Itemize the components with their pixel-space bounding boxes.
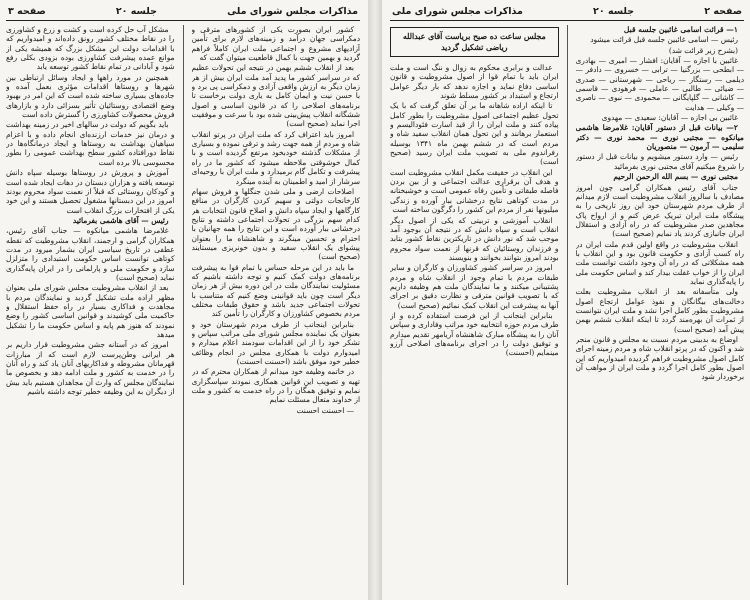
right-header-session: جلسه ۲۰ bbox=[593, 6, 635, 17]
section-title: ۱— قرائت اسامی غائبین جلسه قبل bbox=[623, 25, 738, 34]
paragraph: رئیس — وارد دستور میشویم و بیانات قبل از دستور را شروع میکنیم آقای مجتبی نوری بفرمائید bbox=[575, 152, 744, 171]
right-page-header bbox=[390, 4, 744, 21]
paragraph: امروز باید اعتراف کرد که ملت ایران در پرتو انقلاب شاه و مردم از همه جهت رشد و ترقی نموده و بسیاری از مشکلات گذشته خودبخود مرتفع گردیده است و با کمال خوشوقتی ملاحظه میشود که کشور ما در راه پیشرفت و تکامل گام برمیدارد و ملت ایران با روحیه‌ای سرشار از امید و اطمینان به آینده مینگرد bbox=[191, 129, 360, 186]
left-page bbox=[0, 0, 368, 600]
paragraph: کشور ایران بصورت یکی از کشورهای مترقی و دمکراسی جهان درآمد و زمینه‌های لازم برای تأمین آزادیهای مشروع و اجتماعی ملت ایران کاملاً فراهم گردید و بهمین جهت با کمال قاطعیت میتوان گفت که bbox=[191, 25, 360, 63]
right-page bbox=[382, 0, 750, 600]
paragraph: رئیس — اسامی غائبین جلسه قبل قرائت میشود bbox=[590, 35, 738, 45]
paragraph: بنابراین اینجانب از طرف مردم شهرستان خود و بعنوان یک نماینده مجلس شورای ملی مراتب سپاس و تشکر خود را از این اقدامات سودمند اعلام میدارم و امیدوارم دولت با همکاری مجلس در انجام وظائف خطیر خود موفق باشد (احسنت احسنت) bbox=[191, 319, 360, 367]
speaker-line: رئیس — آقای هاشمی بفرمائید bbox=[72, 215, 169, 225]
paragraph: امروز که در آستانه جشن مشروطیت قرار داریم بر هر ایرانی وطن‌پرست لازم است که از مبارزات قهرمانان مشروطه و فداکاریهای آنان یاد کند و راه آنان را در خدمت به کشور و ملت ادامه دهد و بخصوص ما نمایندگان مجلس که وارث آن مجاهدان هستیم باید بیش از دیگران به این وظیفه خطیر توجه داشته باشیم bbox=[6, 340, 175, 397]
paragraph: در خاتمه وظیفه خود میدانم از همکاران محترم که در تهیه و تصویب این قوانین همکاری نمودند سپاسگزاری نمایم و توفیق همگان را در راه خدمت به کشور و ملت از خداوند متعال مسئلت نمایم bbox=[191, 367, 360, 405]
paragraph: این انقلاب در حقیقت مکمل انقلاب مشروطیت است و هدف آن برقراری عدالت اجتماعی و از بین بردن فاصله طبقاتی و تأمین رفاه عمومی است و خوشبختانه در مدت کوتاهی نتایج درخشانی ببار آورده و زندگی میلیونها نفر از مردم این کشور را دگرگون ساخته است bbox=[390, 167, 559, 215]
right-header-page-label: صفحه ۲ bbox=[704, 6, 742, 17]
right-page-columns bbox=[390, 25, 744, 585]
paragraph: آموزش و پرورش در روستاها بوسیله سپاه دانش توسعه یافته و هزاران دبستان در دهات ایجاد شده است و کودکان روستائی که قبلاً از نعمت سواد محروم بودند امروز در این دبستانها مشغول تحصیل هستند و این خود یکی از افتخارات بزرگ انقلاب است bbox=[6, 168, 175, 215]
paragraph: اوضاع به بدبینی مردم نسبت به مجلس و قانون منجر شد و اکنون که در پرتو انقلاب شاه و مردم زمینه اجرای کامل اصول مشروطیت فراهم گردیده امیدواریم که این اصول بطور کامل اجرا گردد و ملت ایران از مواهب آن برخوردار شود bbox=[575, 335, 744, 382]
paragraph: باید بگویم که دولت در سالهای اخیر در زمینه بهداشت و درمان نیز خدمات ارزنده‌ای انجام داده و با اعزام سپاهیان بهداشت به روستاها و ایجاد درمانگاه‌ها در نقاط دورافتاده کشور سطح بهداشت عمومی را بطور محسوسی بالا برده است bbox=[6, 120, 175, 167]
paragraph: غائبین با اجازه — آقایان: افشار — امیری — بهادری — ابطحی — بزرگنیا — ترابی — خسروی — دادفر — دیلمی — رستگار — ریاحی — شهرستانی — صدری — ضیائی — طالبی — عاملی — فرهودی — قاسمی — کاشانی — گلپایگانی — محمودی — نبوی — ناصری — وکیلی — هدایت bbox=[575, 56, 744, 112]
paragraph: ولی متأسفانه بعد از انقلاب مشروطیت بعلت دخالت‌های بیگانگان و نفوذ عوامل ارتجاع اصول مشروطیت بطور کامل اجرا نشد و ملت ایران نتوانست از ثمرات آن بهره‌مند گردد تا اینکه انقلاب ششم بهمن پیش آمد (صحیح است) bbox=[575, 287, 744, 334]
left-page-columns bbox=[6, 25, 360, 585]
paragraph: تا اینکه اراده شاهانه ما بر آن تعلق گرفت که با یک تحول عظیم اجتماعی اصول مشروطیت را بطور کامل پیاده کنند و ملت ایران را از قید اسارت فئودالیسم و استعمار برهانند و این تحول همان انقلاب سفید شاه و مردم است که در ششم بهمن ماه ۱۳۴۱ بوسیله رفراندوم ملی به تصویب ملت ایران رسید (صحیح است) bbox=[390, 101, 559, 167]
paragraph: غائبین بی اجازه — آقایان: سعیدی — مهدوی bbox=[601, 113, 738, 123]
paragraph: غلامرضا هاشمی میانکوه — جناب آقای رئیس، همکاران گرامی و ارجمند، انقلاب مشروطیت که نقطه عطفی در تاریخ سیاسی ایران بشمار میرود در مدت کوتاهی توانست اساس حکومت استبدادی را متزلزل سازد و حکومت ملی و پارلمانی را در ایران پایه‌گذاری نماید (صحیح است) bbox=[6, 226, 175, 282]
paragraph: اصلاحات ارضی و ملی شدن جنگلها و فروش سهام کارخانجات دولتی و سهیم کردن کارگران در منافع کارگاهها و ایجاد سپاه دانش و اصلاح قانون انتخابات هر کدام سهم بزرگی در تحولات اجتماعی داشته و نتایج درخشانی ببار آورده است و این نتایج را همه جهانیان با احترام و تحسین مینگرند و شاهنشاه ما را بعنوان پیشوای یک انقلاب سفید و بدون خونریزی میستایند (صحیح است) bbox=[191, 186, 360, 262]
paragraph: بعد از انقلاب ششم بهمن در نتیجه این تحولات عظیم که در سراسر کشور ما پدید آمد ملت ایران بیش از هر زمان دیگر به ارزش واقعی آزادی و دمکراسی پی برد و با حسن نیت و ایمان کامل به یاری دولت برخاست تا برنامه‌های اصلاحی را که در قانون اساسی و اصول ششگانه انقلاب پیش‌بینی شده بود با سرعت و موفقیت اجرا نماید (صحیح است) bbox=[191, 63, 360, 129]
left-header-title: مذاکرات مجلس شورای ملی bbox=[227, 6, 358, 17]
session-opening-box: مجلس ساعت ده صبح برياست آقای عبدالله رياضی تشكيل گرديد bbox=[390, 27, 559, 57]
paragraph: همچنین در مورد راهها و ایجاد وسائل ارتباطی بین شهرها و روستاها اقدامات مؤثری بعمل آمده و جاده‌های بسیاری ساخته شده است که این امر در بهبود وضع اقتصادی روستائیان تأثیر بسزائی دارد و بازارهای فروش محصولات کشاورزی را گسترش داده است bbox=[6, 72, 175, 120]
column-divider bbox=[183, 25, 184, 585]
paragraph: انقلاب آموزشی و تربیتی که یکی از اصول دیگر انقلاب است و سپاه دانش که در نتیجه آن بوجود آمد موجب شد که نور دانش در تاریکترین نقاط کشور بتابد و فرزندان روستائیان که قرنها از نعمت سواد محروم بودند امروز بتوانند بخوانند و بنویسند bbox=[390, 215, 559, 262]
right-header-title: مذاکرات مجلس شورای ملی bbox=[392, 6, 523, 17]
left-header-page-label: صفحه ۳ bbox=[8, 6, 46, 17]
left-page-col-right bbox=[192, 25, 361, 585]
paragraph: بنابراین اینجانب از این فرصت استفاده کرده و از طرف مردم حوزه انتخابیه خود مراتب وفاداری و سپاس آنان را به پیشگاه مبارک شاهنشاه آریامهر تقدیم میدارم و توفیق دولت را در اجرای برنامه‌های اصلاحی آرزو مینمایم (احسنت) bbox=[390, 310, 559, 358]
paragraph: ما باید در این مرحله حساس با تمام قوا به پیشرفت برنامه‌های دولت کمک کنیم و توجه داشته باشیم که مسئولیت نمایندگان ملت در این دوره بیش از هر زمان دیگر است چون باید قوانینی وضع کنیم که متناسب با تحولات اجتماعی جدید باشد و حقوق طبقات مختلف مردم بخصوص کشاورزان و کارگران را تأمین کند bbox=[191, 262, 360, 319]
paragraph: جناب آقای رئیس همکاران گرامی چون امروز مصادف با سالروز انقلاب مشروطیت است لازم میدانم از طرف مردم شهرستان خود این روز تاریخی را به پیشگاه ملت ایران تبریک عرض کنم و از ارواح پاک مجاهدین صدر مشروطیت که در راه آزادی و استقلال ایران جانبازی کردند یاد نمایم (صحیح است) bbox=[575, 182, 744, 239]
right-page-col-left bbox=[390, 25, 559, 585]
paragraph: (بشرح زیر قرائت شد) bbox=[668, 45, 738, 55]
paragraph: مشکل آب حل کرده است و کشت و زرع و کشاورزی را در نقاط مختلف کشور رونق داده‌اند و امیدواریم که با اقدامات دولت این مشکل بزرگ که همیشه یکی از موانع عمده پیشرفت کشاورزی بوده بزودی بکلی رفع شود و آبادانی در تمام نقاط کشور توسعه یابد bbox=[6, 25, 175, 72]
paragraph: — احسنت احسنت bbox=[296, 405, 354, 415]
paragraph: انقلاب مشروطیت در واقع اولین قدم ملت ایران در راه کسب آزادی و حکومت قانون بود و این انقلاب با همه مشکلاتی که در راه آن وجود داشت توانست ملت ایران را از خواب غفلت بیدار کند و اساس حکومت ملی را پایه‌گذاری نماید bbox=[575, 239, 744, 286]
right-page-col-right bbox=[576, 25, 745, 585]
paragraph: عدالت و برابری محکوم به زوال و ننگ است و ملت ایران باید با تمام قوا از اصول مشروطیت و قانون اساسی دفاع نماید و اجازه ندهد که بار دیگر عوامل ارتجاع و استبداد بر کشور مسلط شوند bbox=[390, 63, 559, 101]
speaker-line: مجتبی نوری — بسم الله الرحمن الرحیم bbox=[613, 172, 738, 182]
paragraph: امروز در سراسر کشور کشاورزان و کارگران و سایر طبقات مردم با تمام وجود از انقلاب شاه و مردم پشتیبانی میکنند و ما نمایندگان ملت هم وظیفه داریم که با تصویب قوانین مترقی و نظارت دقیق بر اجرای آنها به پیشرفت این انقلاب کمک نمائیم (صحیح است) bbox=[390, 263, 559, 310]
left-header-session: جلسه ۲۰ bbox=[115, 6, 157, 17]
left-page-header bbox=[6, 4, 360, 21]
column-divider bbox=[567, 25, 568, 585]
paragraph: بعد از انقلاب مشروطیت مجلس شورای ملی بعنوان مظهر اراده ملت تشکیل گردید و نمایندگان مردم با مجاهدت و فداکاری بسیار در راه حفظ استقلال و حاکمیت ملی کوشیدند و قوانین اساسی کشور را وضع نمودند که هنوز هم پایه و اساس حکومت ما را تشکیل میدهد bbox=[6, 283, 175, 339]
left-page-col-left bbox=[6, 25, 175, 585]
book-gutter bbox=[368, 0, 382, 600]
section-title: ۲— بیانات قبل از دستور آقایان: غلامرضا هاشمی میانکوه — مجتبی نوری — محمد نوری — دکتر سلیمی — آرمون — منصوریان bbox=[575, 123, 744, 152]
